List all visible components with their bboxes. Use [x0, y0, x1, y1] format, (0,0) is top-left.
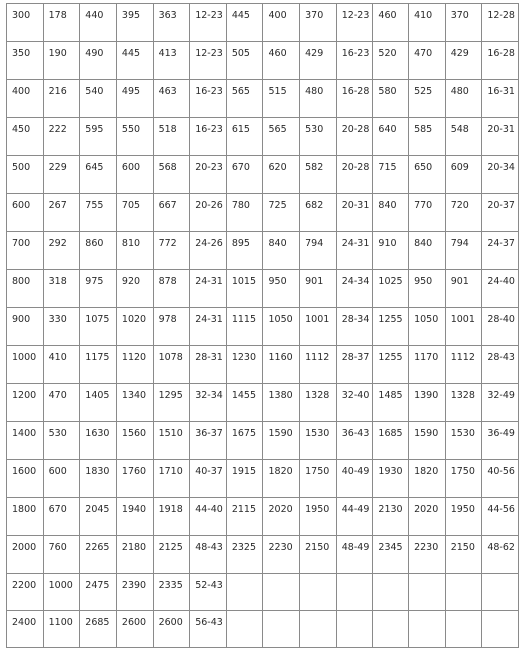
table-cell: 901 [300, 270, 337, 308]
table-cell: 450 [7, 118, 44, 156]
table-cell: 445 [226, 4, 263, 42]
table-cell: 24-34 [336, 270, 373, 308]
table-cell: 580 [373, 80, 409, 118]
table-cell: 20-28 [336, 118, 373, 156]
table-cell: 525 [409, 80, 446, 118]
table-cell: 2600 [153, 611, 190, 648]
table-cell: 460 [373, 4, 409, 42]
table-cell: 395 [116, 4, 153, 42]
table-cell: 40-37 [190, 460, 227, 498]
table-cell: 1328 [445, 384, 482, 422]
table-row [7, 80, 519, 118]
table-cell: 56-43 [190, 611, 227, 648]
table-cell: 1340 [116, 384, 153, 422]
table-cell: 895 [226, 232, 263, 270]
table-cell: 222 [43, 118, 80, 156]
table-row [7, 194, 519, 232]
table-cell: 840 [263, 232, 300, 270]
table-cell: 920 [116, 270, 153, 308]
table-cell: 1830 [80, 460, 117, 498]
table-cell: 400 [263, 4, 300, 42]
table-cell: 530 [43, 422, 80, 460]
data-table [6, 3, 519, 648]
table-cell: 40-56 [482, 460, 519, 498]
table-cell [300, 574, 337, 611]
table-cell [226, 611, 263, 648]
table-cell: 1170 [409, 346, 446, 384]
table-cell: 565 [263, 118, 300, 156]
table-cell [336, 611, 373, 648]
table-cell [300, 611, 337, 648]
table-cell: 32-40 [336, 384, 373, 422]
table-cell: 1075 [80, 308, 117, 346]
table-cell: 1120 [116, 346, 153, 384]
table-cell: 1295 [153, 384, 190, 422]
table-cell: 860 [80, 232, 117, 270]
table-cell: 2390 [116, 574, 153, 611]
table-cell: 20-23 [190, 156, 227, 194]
table-row [7, 156, 519, 194]
table-cell: 2265 [80, 536, 117, 574]
table-cell: 24-31 [336, 232, 373, 270]
table-cell: 20-31 [336, 194, 373, 232]
table-cell: 16-23 [336, 42, 373, 80]
table-cell: 28-37 [336, 346, 373, 384]
table-cell: 44-49 [336, 498, 373, 536]
table-cell: 2230 [409, 536, 446, 574]
table-cell: 413 [153, 42, 190, 80]
table-cell: 500 [7, 156, 44, 194]
table-cell: 44-56 [482, 498, 519, 536]
table-cell: 1530 [445, 422, 482, 460]
table-cell [445, 611, 482, 648]
table-cell: 36-49 [482, 422, 519, 460]
table-row [7, 118, 519, 156]
table-cell: 1000 [43, 574, 80, 611]
table-cell: 550 [116, 118, 153, 156]
table-cell: 700 [7, 232, 44, 270]
table-cell: 2125 [153, 536, 190, 574]
table-cell: 229 [43, 156, 80, 194]
table-cell: 44-40 [190, 498, 227, 536]
table-cell: 2400 [7, 611, 44, 648]
table-cell [409, 574, 446, 611]
table-cell: 1400 [7, 422, 44, 460]
table-cell: 2130 [373, 498, 409, 536]
table-cell: 840 [409, 232, 446, 270]
table-cell: 2325 [226, 536, 263, 574]
table-cell: 670 [226, 156, 263, 194]
table-cell: 1328 [300, 384, 337, 422]
table-cell: 2345 [373, 536, 409, 574]
table-body [7, 4, 519, 648]
table-cell: 16-31 [482, 80, 519, 118]
table-row [7, 384, 519, 422]
table-cell: 32-49 [482, 384, 519, 422]
table-cell [373, 574, 409, 611]
table-cell: 1255 [373, 308, 409, 346]
table-cell: 755 [80, 194, 117, 232]
table-cell: 24-37 [482, 232, 519, 270]
table-cell: 490 [80, 42, 117, 80]
table-cell: 12-23 [190, 42, 227, 80]
table-cell: 520 [373, 42, 409, 80]
table-cell: 216 [43, 80, 80, 118]
table-cell: 900 [7, 308, 44, 346]
table-cell: 682 [300, 194, 337, 232]
table-cell: 16-28 [336, 80, 373, 118]
table-cell: 2230 [263, 536, 300, 574]
table-cell: 800 [7, 270, 44, 308]
table-cell: 720 [445, 194, 482, 232]
table-cell: 1050 [409, 308, 446, 346]
table-cell: 445 [116, 42, 153, 80]
table-cell: 600 [43, 460, 80, 498]
table-cell: 36-43 [336, 422, 373, 460]
table-row [7, 270, 519, 308]
table-cell: 878 [153, 270, 190, 308]
table-cell: 32-34 [190, 384, 227, 422]
table-cell: 1750 [300, 460, 337, 498]
table-cell: 370 [300, 4, 337, 42]
table-cell: 1940 [116, 498, 153, 536]
table-cell: 1380 [263, 384, 300, 422]
table-cell: 1485 [373, 384, 409, 422]
table-cell: 20-28 [336, 156, 373, 194]
table-cell: 2045 [80, 498, 117, 536]
table-cell: 772 [153, 232, 190, 270]
table-cell: 24-31 [190, 270, 227, 308]
table-cell [226, 574, 263, 611]
table-cell: 429 [300, 42, 337, 80]
table-cell: 1112 [300, 346, 337, 384]
table-cell: 1560 [116, 422, 153, 460]
table-cell: 300 [7, 4, 44, 42]
table-cell: 20-34 [482, 156, 519, 194]
table-cell: 1530 [300, 422, 337, 460]
table-cell: 292 [43, 232, 80, 270]
table-cell: 470 [43, 384, 80, 422]
table-cell: 410 [409, 4, 446, 42]
table-cell: 2685 [80, 611, 117, 648]
table-cell: 770 [409, 194, 446, 232]
table-cell: 480 [300, 80, 337, 118]
table-cell [373, 611, 409, 648]
table-cell: 24-31 [190, 308, 227, 346]
table-cell: 582 [300, 156, 337, 194]
table-cell: 1930 [373, 460, 409, 498]
table-cell: 2475 [80, 574, 117, 611]
table-cell: 1685 [373, 422, 409, 460]
table-cell: 1760 [116, 460, 153, 498]
table-cell: 2180 [116, 536, 153, 574]
table-cell [482, 574, 519, 611]
table-cell: 20-37 [482, 194, 519, 232]
table-cell: 1112 [445, 346, 482, 384]
table-cell: 515 [263, 80, 300, 118]
table-cell: 1820 [409, 460, 446, 498]
table-cell: 615 [226, 118, 263, 156]
table-cell: 1600 [7, 460, 44, 498]
table-cell: 480 [445, 80, 482, 118]
table-row [7, 346, 519, 384]
table-cell: 1915 [226, 460, 263, 498]
table-cell: 978 [153, 308, 190, 346]
table-cell: 667 [153, 194, 190, 232]
table-cell: 28-40 [482, 308, 519, 346]
table-row [7, 4, 519, 42]
table-cell: 1710 [153, 460, 190, 498]
table-cell: 48-43 [190, 536, 227, 574]
table-cell: 1630 [80, 422, 117, 460]
table-cell: 16-23 [190, 80, 227, 118]
table-cell: 1950 [445, 498, 482, 536]
table-cell: 330 [43, 308, 80, 346]
table-cell: 650 [409, 156, 446, 194]
table-row [7, 308, 519, 346]
table-cell: 1001 [445, 308, 482, 346]
table-cell: 463 [153, 80, 190, 118]
table-cell: 950 [409, 270, 446, 308]
table-cell: 1455 [226, 384, 263, 422]
table-cell: 363 [153, 4, 190, 42]
table-cell: 12-23 [190, 4, 227, 42]
table-cell: 1918 [153, 498, 190, 536]
table-cell: 350 [7, 42, 44, 80]
table-cell: 370 [445, 4, 482, 42]
table-cell: 12-28 [482, 4, 519, 42]
table-cell: 1115 [226, 308, 263, 346]
table-cell: 1230 [226, 346, 263, 384]
table-cell [482, 611, 519, 648]
table-cell: 190 [43, 42, 80, 80]
table-cell: 518 [153, 118, 190, 156]
table-cell: 568 [153, 156, 190, 194]
table-row [7, 422, 519, 460]
table-cell: 1255 [373, 346, 409, 384]
table-cell: 12-23 [336, 4, 373, 42]
table-cell: 950 [263, 270, 300, 308]
table-cell: 595 [80, 118, 117, 156]
table-cell: 400 [7, 80, 44, 118]
table-cell: 1200 [7, 384, 44, 422]
table-cell: 810 [116, 232, 153, 270]
table-row [7, 611, 519, 648]
table-cell: 1100 [43, 611, 80, 648]
table-cell: 715 [373, 156, 409, 194]
table-cell: 1050 [263, 308, 300, 346]
table-cell: 2115 [226, 498, 263, 536]
table-cell: 1510 [153, 422, 190, 460]
table-cell: 600 [7, 194, 44, 232]
table-cell: 794 [300, 232, 337, 270]
table-cell: 28-34 [336, 308, 373, 346]
table-cell: 20-26 [190, 194, 227, 232]
table-cell: 36-37 [190, 422, 227, 460]
table-cell: 609 [445, 156, 482, 194]
table-cell: 440 [80, 4, 117, 42]
table-cell [445, 574, 482, 611]
table-cell: 1390 [409, 384, 446, 422]
table-cell: 760 [43, 536, 80, 574]
table-cell: 28-31 [190, 346, 227, 384]
table-cell: 24-26 [190, 232, 227, 270]
table-cell: 2000 [7, 536, 44, 574]
table-cell: 705 [116, 194, 153, 232]
table-row [7, 232, 519, 270]
table-cell: 794 [445, 232, 482, 270]
table-cell: 1025 [373, 270, 409, 308]
table-cell: 2150 [445, 536, 482, 574]
table-cell: 1800 [7, 498, 44, 536]
table-cell: 28-43 [482, 346, 519, 384]
table-cell: 2600 [116, 611, 153, 648]
table-row [7, 574, 519, 611]
table-cell: 1950 [300, 498, 337, 536]
table-cell: 548 [445, 118, 482, 156]
table-cell: 2335 [153, 574, 190, 611]
table-cell: 48-62 [482, 536, 519, 574]
table-cell [263, 611, 300, 648]
table-cell: 780 [226, 194, 263, 232]
table-cell: 2020 [409, 498, 446, 536]
table-cell: 267 [43, 194, 80, 232]
table-cell [336, 574, 373, 611]
table-cell: 1078 [153, 346, 190, 384]
table-cell: 840 [373, 194, 409, 232]
table-cell: 178 [43, 4, 80, 42]
table-cell: 1020 [116, 308, 153, 346]
table-cell: 24-40 [482, 270, 519, 308]
table-cell: 2020 [263, 498, 300, 536]
table-cell: 495 [116, 80, 153, 118]
table-cell: 1160 [263, 346, 300, 384]
table-cell: 1015 [226, 270, 263, 308]
table-cell: 620 [263, 156, 300, 194]
table-cell: 640 [373, 118, 409, 156]
table-cell: 52-43 [190, 574, 227, 611]
table-cell: 429 [445, 42, 482, 80]
table-cell: 600 [116, 156, 153, 194]
table-cell: 2200 [7, 574, 44, 611]
table-cell: 975 [80, 270, 117, 308]
table-cell: 1175 [80, 346, 117, 384]
table-row [7, 536, 519, 574]
table-row [7, 42, 519, 80]
table-cell: 40-49 [336, 460, 373, 498]
table-cell: 460 [263, 42, 300, 80]
table-cell [409, 611, 446, 648]
table-row [7, 498, 519, 536]
table-cell: 48-49 [336, 536, 373, 574]
table-cell: 2150 [300, 536, 337, 574]
table-cell: 505 [226, 42, 263, 80]
table-cell: 1675 [226, 422, 263, 460]
table-cell: 1590 [409, 422, 446, 460]
table-cell: 20-31 [482, 118, 519, 156]
table-cell [263, 574, 300, 611]
table-cell: 725 [263, 194, 300, 232]
table-cell: 1750 [445, 460, 482, 498]
table-cell: 565 [226, 80, 263, 118]
table-cell: 910 [373, 232, 409, 270]
table-cell: 16-23 [190, 118, 227, 156]
table-cell: 318 [43, 270, 80, 308]
table-row [7, 460, 519, 498]
table-cell: 901 [445, 270, 482, 308]
table-cell: 1000 [7, 346, 44, 384]
table-cell: 530 [300, 118, 337, 156]
table-cell: 585 [409, 118, 446, 156]
table-cell: 16-28 [482, 42, 519, 80]
table-cell: 670 [43, 498, 80, 536]
table-cell: 1820 [263, 460, 300, 498]
table-cell: 645 [80, 156, 117, 194]
table-cell: 1001 [300, 308, 337, 346]
table-cell: 540 [80, 80, 117, 118]
table-cell: 470 [409, 42, 446, 80]
table-cell: 1405 [80, 384, 117, 422]
table-cell: 1590 [263, 422, 300, 460]
table-cell: 410 [43, 346, 80, 384]
